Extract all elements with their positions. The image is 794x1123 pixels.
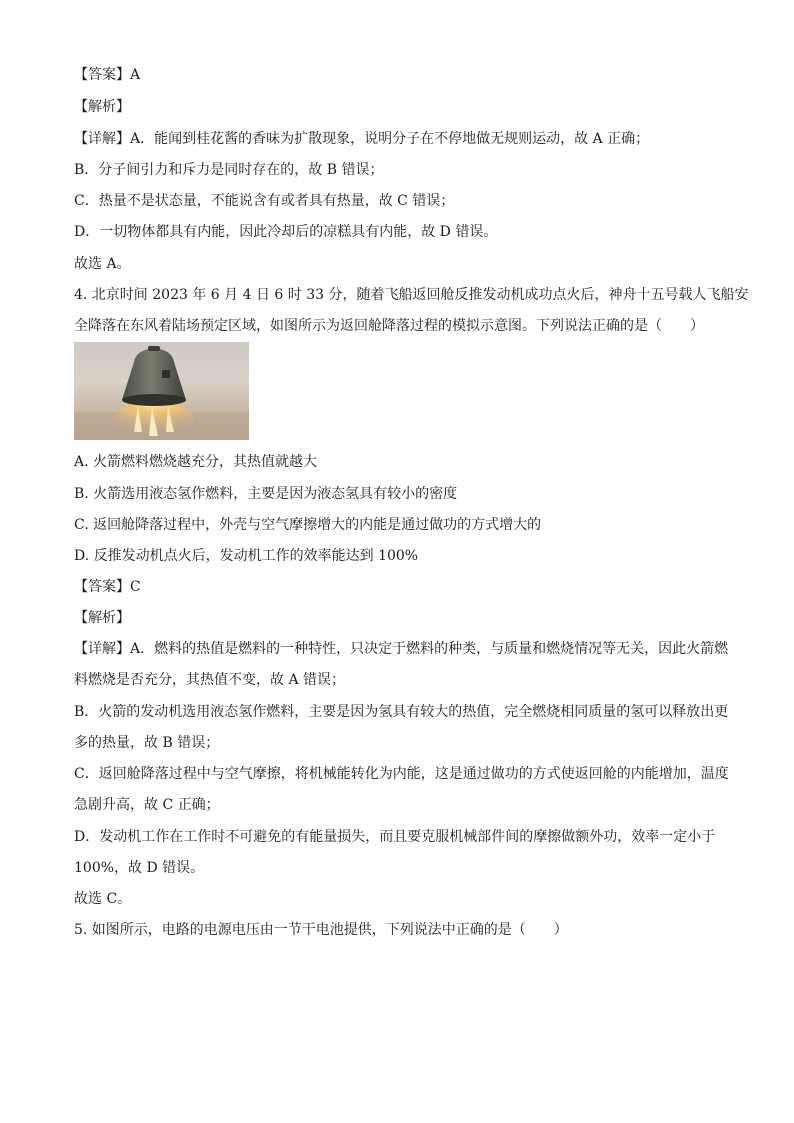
- q4-option-a: A. 火箭燃料燃烧越充分，其热值就越大: [74, 454, 318, 470]
- q4-analysis-heading: 【解析】: [74, 610, 130, 626]
- q4-detail-a-line2: 料燃烧是否充分，其热值不变，故 A 错误；: [74, 672, 346, 688]
- q4-option-c: C. 返回舱降落过程中，外壳与空气摩擦增大的内能是通过做功的方式增大的: [74, 517, 542, 533]
- q4-stem-line2: 全降落在东风着陆场预定区域，如图所示为返回舱降落过程的模拟示意图。下列说法正确的是（ ）: [74, 318, 704, 334]
- q4-detail-a-line1: 【详解】A．燃料的热值是燃料的一种特性，只决定于燃料的种类，与质量和燃烧情况等无关，因此火箭燃: [74, 641, 729, 657]
- q3-detail-c: C．热量不是状态量，不能说含有或者具有热量，故 C 错误；: [74, 193, 455, 209]
- q4-conclusion: 故选 C。: [74, 891, 132, 907]
- q4-option-d: D. 反推发动机点火后，发动机工作的效率能达到 100%: [74, 548, 419, 564]
- q3-answer: 【答案】A: [74, 67, 141, 83]
- q4-detail-b-line1: B．火箭的发动机选用液态氢作燃料，主要是因为氢具有较大的热值，完全燃烧相同质量的氢可以释放出更: [74, 704, 729, 720]
- reentry-capsule-photo: [74, 342, 249, 440]
- q3-detail-b: B．分子间引力和斥力是同时存在的，故 B 错误；: [74, 162, 384, 178]
- q4-detail-b-line2: 多的热量，故 B 错误；: [74, 735, 220, 751]
- q4-detail-d-line1: D．发动机工作在工作时不可避免的有能量损失，而且要克服机械部件间的摩擦做额外功，效率一定小于: [74, 829, 716, 845]
- q3-conclusion: 故选 A。: [74, 256, 131, 272]
- q4-detail-c-line1: C．返回舱降落过程中与空气摩擦，将机械能转化为内能，这是通过做功的方式使返回舱的内能增加，温度: [74, 766, 729, 782]
- q4-detail-c-line2: 急剧升高，故 C 正确；: [74, 797, 220, 813]
- q4-detail-d-line2: 100%，故 D 错误。: [74, 860, 205, 876]
- q4-option-b: B. 火箭选用液态氢作燃料，主要是因为液态氢具有较小的密度: [74, 486, 458, 502]
- q4-stem-line1: 4. 北京时间 2023 年 6 月 4 日 6 时 33 分，随着飞船返回舱反推发动机成功点火后，神舟十五号载人飞船安: [74, 287, 749, 303]
- q4-answer: 【答案】C: [74, 579, 141, 595]
- q3-detail-a: 【详解】A．能闻到桂花酱的香味为扩散现象，说明分子在不停地做无规则运动，故 A 正确；: [74, 131, 650, 147]
- q5-stem: 5. 如图所示，电路的电源电压由一节干电池提供，下列说法中正确的是（ ）: [74, 922, 568, 938]
- q3-detail-d: D．一切物体都具有内能，因此冷却后的凉糕具有内能，故 D 错误。: [74, 224, 498, 240]
- q3-analysis-heading: 【解析】: [74, 99, 130, 115]
